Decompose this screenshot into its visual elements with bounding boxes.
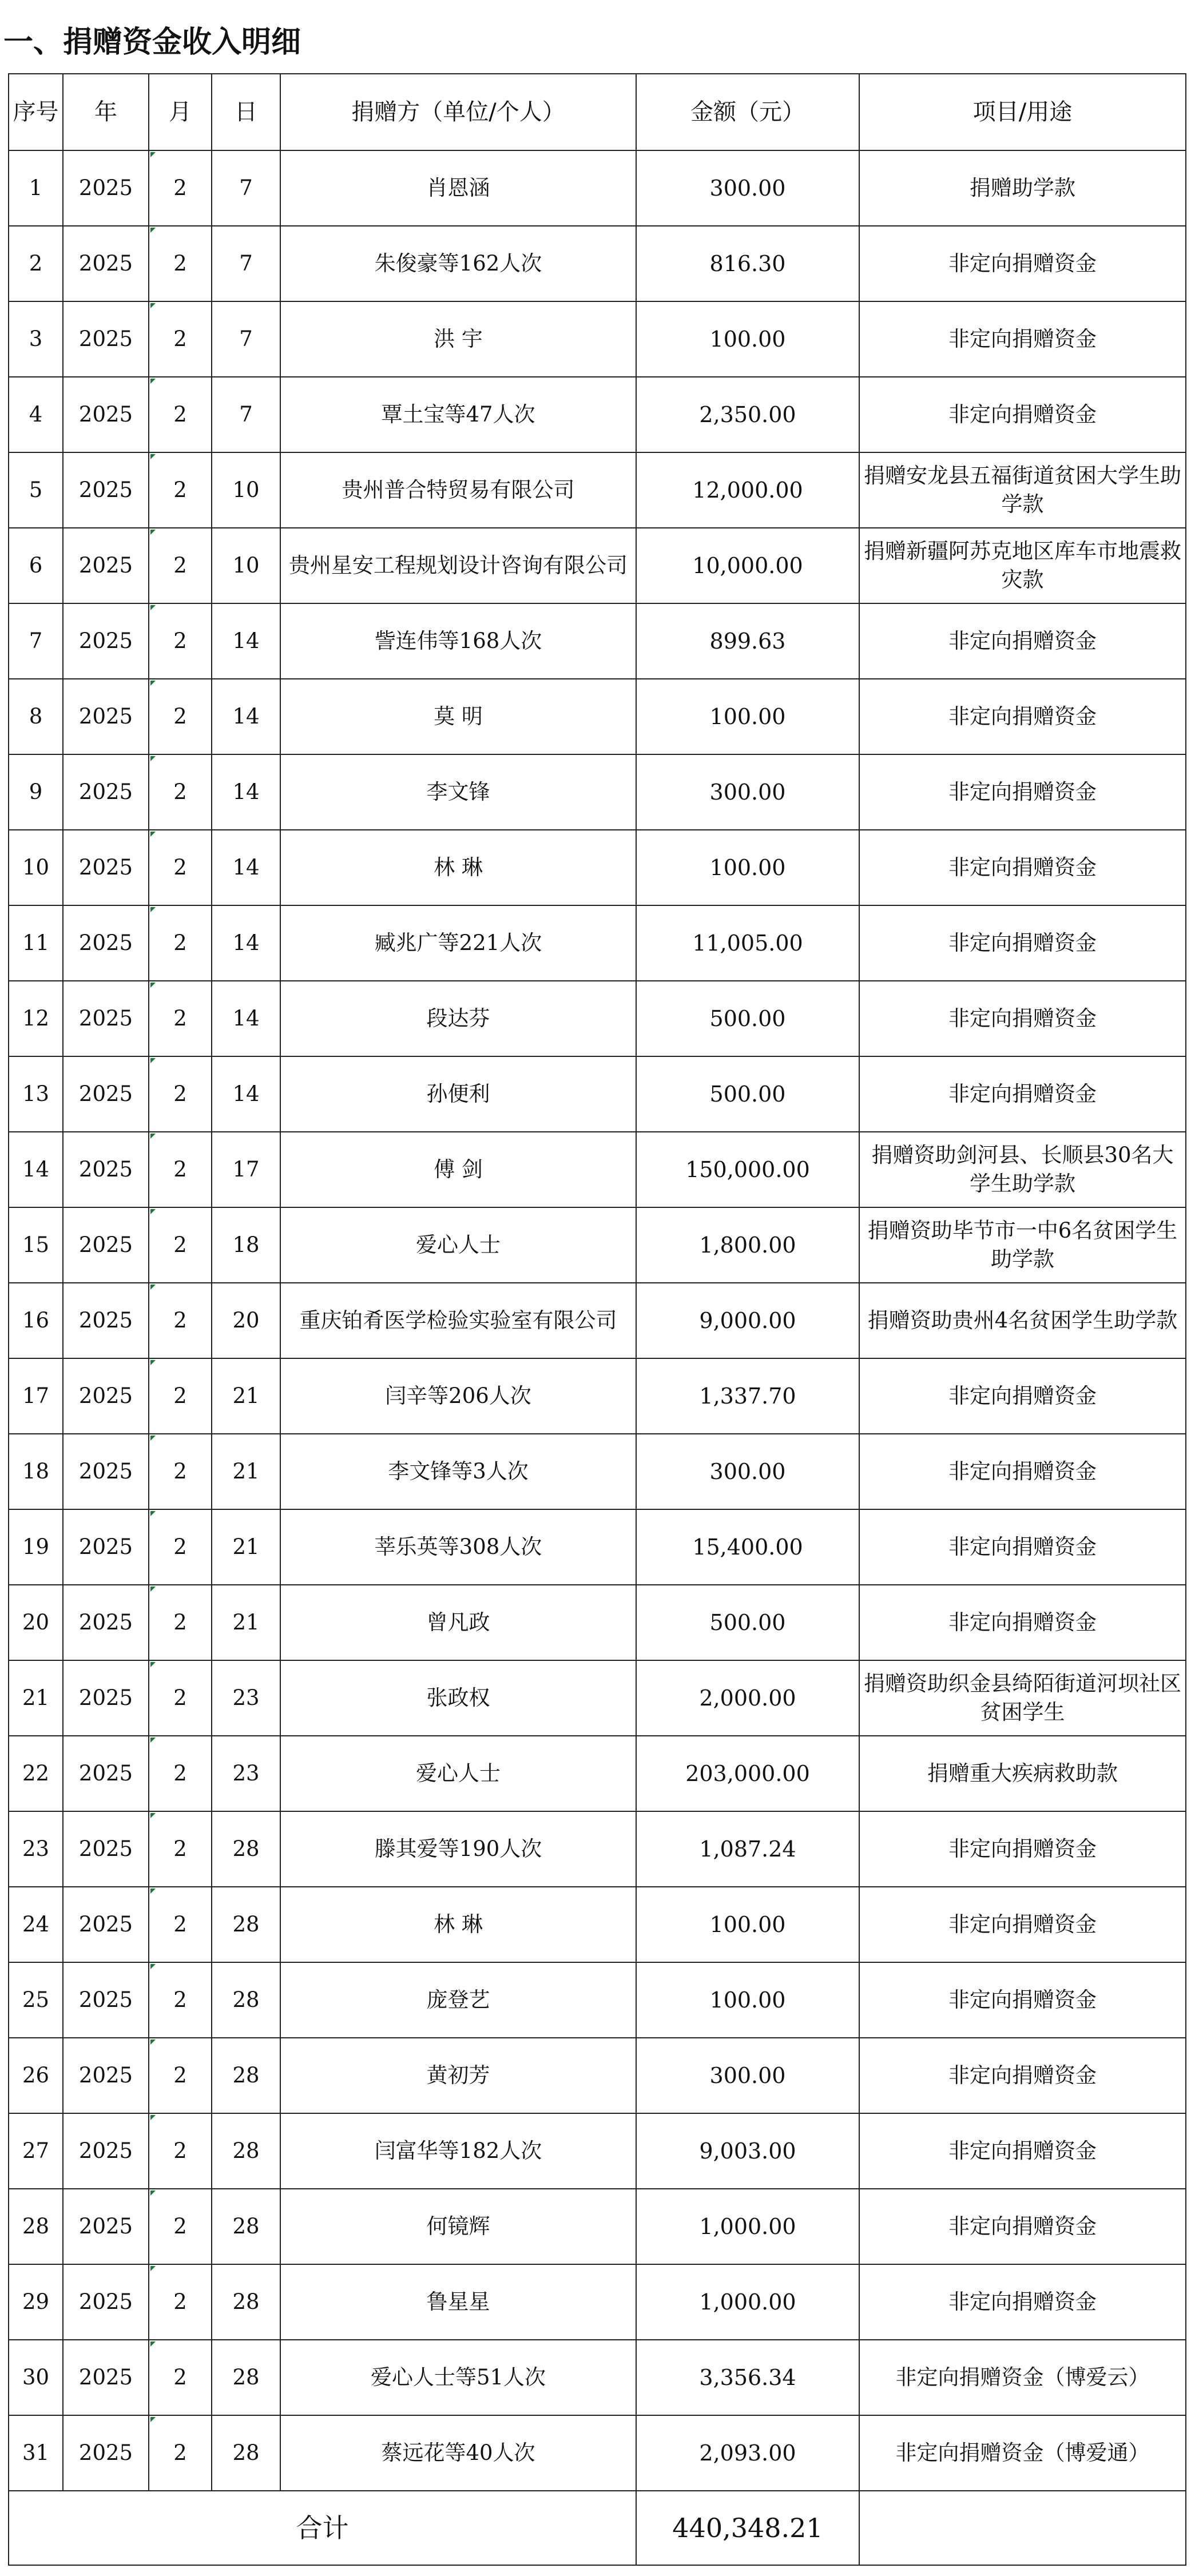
cell-purpose: 非定向捐赠资金: [859, 1811, 1186, 1887]
cell-seq: 16: [9, 1283, 63, 1358]
cell-day: 28: [212, 2415, 280, 2491]
cell-year: 2025: [63, 1207, 149, 1283]
cell-seq: 18: [9, 1434, 63, 1509]
cell-day: 14: [212, 905, 280, 981]
cell-purpose: 非定向捐赠资金: [859, 1434, 1186, 1509]
cell-day: 20: [212, 1283, 280, 1358]
cell-amount: 3,356.34: [636, 2340, 859, 2415]
cell-month: 2: [149, 754, 212, 830]
cell-seq: 27: [9, 2113, 63, 2189]
cell-year: 2025: [63, 1660, 149, 1736]
table-row: [9, 226, 1186, 301]
cell-amount: 2,350.00: [636, 377, 859, 452]
cell-month: 2: [149, 226, 212, 301]
table-row: [9, 150, 1186, 226]
cell-year: 2025: [63, 905, 149, 981]
cell-day: 28: [212, 1887, 280, 1962]
cell-seq: 7: [9, 603, 63, 679]
cell-purpose: 非定向捐赠资金: [859, 905, 1186, 981]
cell-seq: 3: [9, 301, 63, 377]
cell-purpose: 非定向捐赠资金: [859, 981, 1186, 1056]
cell-year: 2025: [63, 679, 149, 754]
cell-donor: 段达芬: [280, 981, 636, 1056]
cell-day: 21: [212, 1434, 280, 1509]
cell-amount: 500.00: [636, 1585, 859, 1660]
cell-month: 2: [149, 1283, 212, 1358]
cell-day: 17: [212, 1132, 280, 1207]
cell-month: 2: [149, 1736, 212, 1811]
cell-month: 2: [149, 1056, 212, 1132]
cell-donor: 覃土宝等47人次: [280, 377, 636, 452]
cell-amount: 1,000.00: [636, 2264, 859, 2340]
cell-year: 2025: [63, 150, 149, 226]
cell-amount: 100.00: [636, 1962, 859, 2038]
cell-seq: 13: [9, 1056, 63, 1132]
table-row: [9, 1056, 1186, 1132]
header-seq: 序号: [9, 74, 63, 150]
cell-purpose: 非定向捐赠资金: [859, 377, 1186, 452]
cell-seq: 21: [9, 1660, 63, 1736]
cell-amount: 1,800.00: [636, 1207, 859, 1283]
cell-day: 21: [212, 1358, 280, 1434]
cell-amount: 9,000.00: [636, 1283, 859, 1358]
table-row: [9, 830, 1186, 905]
table-row: [9, 301, 1186, 377]
cell-amount: 300.00: [636, 2038, 859, 2113]
cell-donor: 孙便利: [280, 1056, 636, 1132]
cell-month: 2: [149, 830, 212, 905]
cell-seq: 25: [9, 1962, 63, 2038]
cell-seq: 17: [9, 1358, 63, 1434]
cell-donor: 贵州普合特贸易有限公司: [280, 452, 636, 528]
cell-day: 7: [212, 226, 280, 301]
cell-donor: 莫 明: [280, 679, 636, 754]
cell-purpose: 非定向捐赠资金: [859, 301, 1186, 377]
cell-donor: 庞登艺: [280, 1962, 636, 2038]
cell-day: 21: [212, 1509, 280, 1585]
cell-year: 2025: [63, 1736, 149, 1811]
cell-month: 2: [149, 452, 212, 528]
cell-day: 7: [212, 377, 280, 452]
cell-day: 10: [212, 528, 280, 603]
cell-purpose: 非定向捐赠资金（博爱通）: [859, 2415, 1186, 2491]
cell-seq: 30: [9, 2340, 63, 2415]
table-row: [9, 1811, 1186, 1887]
cell-year: 2025: [63, 377, 149, 452]
cell-amount: 15,400.00: [636, 1509, 859, 1585]
cell-donor: 李文锋等3人次: [280, 1434, 636, 1509]
table-row: [9, 1283, 1186, 1358]
cell-seq: 9: [9, 754, 63, 830]
table-row: [9, 2340, 1186, 2415]
cell-purpose: 非定向捐赠资金: [859, 679, 1186, 754]
cell-donor: 重庆铂肴医学检验实验室有限公司: [280, 1283, 636, 1358]
cell-amount: 1,000.00: [636, 2189, 859, 2264]
cell-seq: 5: [9, 452, 63, 528]
total-row: [9, 2491, 1186, 2565]
cell-month: 2: [149, 528, 212, 603]
cell-month: 2: [149, 1434, 212, 1509]
cell-day: 28: [212, 2264, 280, 2340]
cell-day: 28: [212, 2038, 280, 2113]
table-header-row: [9, 74, 1186, 150]
cell-seq: 12: [9, 981, 63, 1056]
total-amount: 440,348.21: [636, 2491, 859, 2565]
cell-donor: 臧兆广等221人次: [280, 905, 636, 981]
cell-month: 2: [149, 1358, 212, 1434]
cell-purpose: 捐赠资助织金县绮陌街道河坝社区贫困学生: [859, 1660, 1186, 1736]
table-row: [9, 2189, 1186, 2264]
cell-purpose: 非定向捐赠资金: [859, 1056, 1186, 1132]
table-row: [9, 754, 1186, 830]
cell-purpose: 捐赠资助毕节市一中6名贫困学生助学款: [859, 1207, 1186, 1283]
cell-amount: 300.00: [636, 1434, 859, 1509]
table-row: [9, 2113, 1186, 2189]
cell-day: 21: [212, 1585, 280, 1660]
cell-year: 2025: [63, 1132, 149, 1207]
cell-seq: 26: [9, 2038, 63, 2113]
cell-amount: 12,000.00: [636, 452, 859, 528]
cell-seq: 8: [9, 679, 63, 754]
cell-month: 2: [149, 1811, 212, 1887]
cell-day: 14: [212, 1056, 280, 1132]
cell-purpose: 非定向捐赠资金: [859, 1887, 1186, 1962]
cell-seq: 20: [9, 1585, 63, 1660]
cell-purpose: 捐赠资助贵州4名贫困学生助学款: [859, 1283, 1186, 1358]
cell-donor: 闫辛等206人次: [280, 1358, 636, 1434]
table-body: [9, 150, 1186, 2491]
cell-purpose: 非定向捐赠资金: [859, 2038, 1186, 2113]
section-title: 一、捐赠资金收入明细: [3, 25, 301, 59]
cell-amount: 500.00: [636, 1056, 859, 1132]
table-row: [9, 2415, 1186, 2491]
cell-purpose: 非定向捐赠资金（博爱云）: [859, 2340, 1186, 2415]
cell-donor: 訾连伟等168人次: [280, 603, 636, 679]
cell-month: 2: [149, 603, 212, 679]
cell-seq: 6: [9, 528, 63, 603]
cell-year: 2025: [63, 528, 149, 603]
cell-year: 2025: [63, 226, 149, 301]
cell-amount: 2,000.00: [636, 1660, 859, 1736]
table-row: [9, 452, 1186, 528]
cell-month: 2: [149, 981, 212, 1056]
cell-day: 23: [212, 1736, 280, 1811]
cell-day: 7: [212, 301, 280, 377]
cell-purpose: 非定向捐赠资金: [859, 603, 1186, 679]
table-row: [9, 2038, 1186, 2113]
cell-year: 2025: [63, 2189, 149, 2264]
cell-year: 2025: [63, 1283, 149, 1358]
cell-day: 28: [212, 1811, 280, 1887]
table-row: [9, 1132, 1186, 1207]
cell-purpose: 捐赠新疆阿苏克地区库车市地震救灾款: [859, 528, 1186, 603]
cell-donor: 何镜辉: [280, 2189, 636, 2264]
cell-year: 2025: [63, 2340, 149, 2415]
cell-purpose: 非定向捐赠资金: [859, 830, 1186, 905]
table-row: [9, 679, 1186, 754]
cell-seq: 11: [9, 905, 63, 981]
header-day: 日: [212, 74, 280, 150]
cell-seq: 28: [9, 2189, 63, 2264]
cell-amount: 300.00: [636, 150, 859, 226]
cell-year: 2025: [63, 830, 149, 905]
cell-year: 2025: [63, 1585, 149, 1660]
cell-amount: 816.30: [636, 226, 859, 301]
cell-year: 2025: [63, 1887, 149, 1962]
cell-year: 2025: [63, 754, 149, 830]
table-row: [9, 2264, 1186, 2340]
cell-purpose: 非定向捐赠资金: [859, 2113, 1186, 2189]
cell-donor: 傅 剑: [280, 1132, 636, 1207]
cell-month: 2: [149, 1660, 212, 1736]
cell-month: 2: [149, 1962, 212, 2038]
cell-purpose: 非定向捐赠资金: [859, 1358, 1186, 1434]
cell-purpose: 非定向捐赠资金: [859, 1585, 1186, 1660]
cell-day: 10: [212, 452, 280, 528]
cell-year: 2025: [63, 981, 149, 1056]
cell-month: 2: [149, 2038, 212, 2113]
cell-day: 28: [212, 2340, 280, 2415]
cell-donor: 爱心人士: [280, 1736, 636, 1811]
cell-day: 23: [212, 1660, 280, 1736]
cell-donor: 洪 宇: [280, 301, 636, 377]
cell-month: 2: [149, 2415, 212, 2491]
cell-donor: 蔡远花等40人次: [280, 2415, 636, 2491]
cell-amount: 100.00: [636, 830, 859, 905]
cell-purpose: 非定向捐赠资金: [859, 1509, 1186, 1585]
cell-year: 2025: [63, 1434, 149, 1509]
table-row: [9, 1207, 1186, 1283]
cell-purpose: 捐赠安龙县五福街道贫困大学生助学款: [859, 452, 1186, 528]
table-row: [9, 981, 1186, 1056]
cell-year: 2025: [63, 301, 149, 377]
total-empty-cell: [859, 2491, 1186, 2565]
cell-seq: 19: [9, 1509, 63, 1585]
cell-month: 2: [149, 150, 212, 226]
cell-donor: 曾凡政: [280, 1585, 636, 1660]
cell-amount: 1,337.70: [636, 1358, 859, 1434]
cell-donor: 张政权: [280, 1660, 636, 1736]
cell-month: 2: [149, 2264, 212, 2340]
cell-amount: 100.00: [636, 1887, 859, 1962]
cell-month: 2: [149, 301, 212, 377]
header-purpose: 项目/用途: [859, 74, 1186, 150]
table-row: [9, 1736, 1186, 1811]
table-row: [9, 1962, 1186, 2038]
cell-seq: 15: [9, 1207, 63, 1283]
cell-donor: 黄初芳: [280, 2038, 636, 2113]
cell-purpose: 非定向捐赠资金: [859, 226, 1186, 301]
cell-purpose: 非定向捐赠资金: [859, 754, 1186, 830]
cell-purpose: 捐赠助学款: [859, 150, 1186, 226]
cell-amount: 10,000.00: [636, 528, 859, 603]
cell-donor: 爱心人士: [280, 1207, 636, 1283]
cell-year: 2025: [63, 452, 149, 528]
cell-seq: 4: [9, 377, 63, 452]
table-row: [9, 1660, 1186, 1736]
cell-amount: 899.63: [636, 603, 859, 679]
cell-seq: 2: [9, 226, 63, 301]
cell-donor: 林 琳: [280, 1887, 636, 1962]
cell-year: 2025: [63, 1358, 149, 1434]
cell-year: 2025: [63, 2415, 149, 2491]
cell-day: 28: [212, 2189, 280, 2264]
cell-amount: 300.00: [636, 754, 859, 830]
cell-day: 14: [212, 830, 280, 905]
cell-seq: 10: [9, 830, 63, 905]
donation-income-table: [8, 73, 1186, 2566]
cell-amount: 203,000.00: [636, 1736, 859, 1811]
cell-day: 28: [212, 1962, 280, 2038]
header-amount: 金额（元）: [636, 74, 859, 150]
cell-donor: 贵州星安工程规划设计咨询有限公司: [280, 528, 636, 603]
cell-amount: 150,000.00: [636, 1132, 859, 1207]
cell-day: 14: [212, 754, 280, 830]
cell-year: 2025: [63, 1056, 149, 1132]
cell-day: 14: [212, 679, 280, 754]
cell-amount: 9,003.00: [636, 2113, 859, 2189]
cell-purpose: 非定向捐赠资金: [859, 2189, 1186, 2264]
cell-month: 2: [149, 1207, 212, 1283]
cell-seq: 14: [9, 1132, 63, 1207]
cell-donor: 肖恩涵: [280, 150, 636, 226]
cell-day: 28: [212, 2113, 280, 2189]
cell-year: 2025: [63, 1962, 149, 2038]
cell-seq: 22: [9, 1736, 63, 1811]
cell-amount: 500.00: [636, 981, 859, 1056]
cell-year: 2025: [63, 2264, 149, 2340]
cell-year: 2025: [63, 1509, 149, 1585]
cell-donor: 爱心人士等51人次: [280, 2340, 636, 2415]
header-year: 年: [63, 74, 149, 150]
table-row: [9, 1585, 1186, 1660]
cell-seq: 23: [9, 1811, 63, 1887]
cell-month: 2: [149, 1509, 212, 1585]
cell-month: 2: [149, 905, 212, 981]
table-row: [9, 377, 1186, 452]
cell-donor: 林 琳: [280, 830, 636, 905]
table-row: [9, 905, 1186, 981]
cell-amount: 2,093.00: [636, 2415, 859, 2491]
cell-month: 2: [149, 2113, 212, 2189]
cell-donor: 莘乐英等308人次: [280, 1509, 636, 1585]
cell-seq: 29: [9, 2264, 63, 2340]
table-row: [9, 528, 1186, 603]
table-row: [9, 1887, 1186, 1962]
cell-seq: 1: [9, 150, 63, 226]
cell-year: 2025: [63, 603, 149, 679]
total-label: 合计: [9, 2491, 636, 2565]
table-row: [9, 1509, 1186, 1585]
cell-month: 2: [149, 1887, 212, 1962]
cell-purpose: 捐赠重大疾病救助款: [859, 1736, 1186, 1811]
cell-donor: 朱俊豪等162人次: [280, 226, 636, 301]
cell-amount: 100.00: [636, 301, 859, 377]
cell-day: 18: [212, 1207, 280, 1283]
cell-year: 2025: [63, 1811, 149, 1887]
cell-day: 14: [212, 981, 280, 1056]
table-row: [9, 1358, 1186, 1434]
header-month: 月: [149, 74, 212, 150]
cell-purpose: 非定向捐赠资金: [859, 1962, 1186, 2038]
cell-donor: 鲁星星: [280, 2264, 636, 2340]
cell-month: 2: [149, 1585, 212, 1660]
cell-purpose: 非定向捐赠资金: [859, 2264, 1186, 2340]
cell-month: 2: [149, 2189, 212, 2264]
cell-purpose: 捐赠资助剑河县、长顺县30名大学生助学款: [859, 1132, 1186, 1207]
header-donor: 捐赠方（单位/个人）: [280, 74, 636, 150]
cell-amount: 11,005.00: [636, 905, 859, 981]
cell-year: 2025: [63, 2038, 149, 2113]
cell-year: 2025: [63, 2113, 149, 2189]
cell-month: 2: [149, 377, 212, 452]
cell-donor: 滕其爱等190人次: [280, 1811, 636, 1887]
cell-donor: 闫富华等182人次: [280, 2113, 636, 2189]
cell-month: 2: [149, 1132, 212, 1207]
table-row: [9, 603, 1186, 679]
cell-amount: 1,087.24: [636, 1811, 859, 1887]
cell-month: 2: [149, 679, 212, 754]
cell-seq: 31: [9, 2415, 63, 2491]
cell-donor: 李文锋: [280, 754, 636, 830]
cell-seq: 24: [9, 1887, 63, 1962]
cell-month: 2: [149, 2340, 212, 2415]
table-row: [9, 1434, 1186, 1509]
cell-day: 14: [212, 603, 280, 679]
cell-day: 7: [212, 150, 280, 226]
cell-amount: 100.00: [636, 679, 859, 754]
